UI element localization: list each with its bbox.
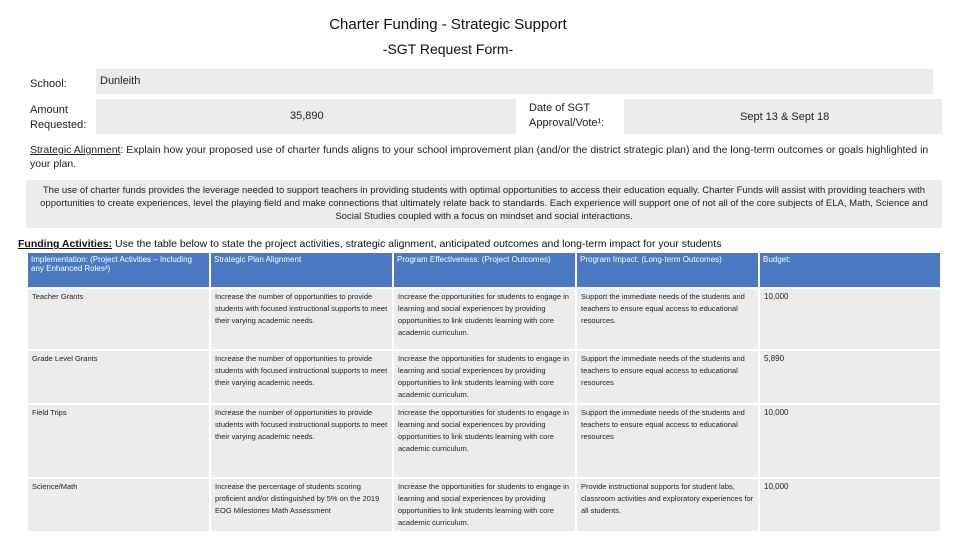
alignment-cell[interactable]: Increase the number of opportunities to provide students with focused instructional supports to meet their varying academic needs. — [211, 289, 392, 349]
budget-cell[interactable]: 5,890 — [760, 351, 940, 403]
column-header: Budget: — [760, 253, 940, 287]
impact-cell[interactable]: Provide instructional supports for student labs, classroom activities and exploratory experiences for all students. — [577, 479, 758, 531]
school-label: School: — [30, 78, 67, 90]
alignment-cell[interactable]: Increase the percentage of students scoring proficient and/or distinguished by 5% on the 2019 EOG Milestones Math Assessment — [211, 479, 392, 531]
impact-cell[interactable]: Support the immediate needs of the students and teachers to ensure equal access to educational resources — [577, 405, 758, 477]
table-row — [28, 351, 940, 403]
activity-cell[interactable]: Field Trips — [28, 405, 209, 477]
school-field[interactable] — [96, 69, 933, 94]
page-subtitle: -SGT Request Form- — [382, 41, 514, 57]
column-header: Implementation: (Project Activities – Including any Enhanced Roles²) — [28, 253, 209, 287]
effectiveness-cell[interactable]: Increase the opportunities for students to engage in learning and social experiences by providing opportunities to link students learning with core academic curriculum. — [394, 479, 575, 531]
budget-cell[interactable]: 10,000 — [760, 289, 940, 349]
column-header: Program Impact: (Long-term Outcomes) — [577, 253, 758, 287]
impact-cell[interactable]: Support the immediate needs of the students and teachers to ensure equal access to educational resources — [577, 351, 758, 403]
amount-field[interactable] — [96, 99, 516, 134]
effectiveness-cell[interactable]: Increase the opportunities for students to engage in learning and social experiences by providing opportunities to link students learning with core academic curriculum. — [394, 351, 575, 403]
budget-cell[interactable]: 10,000 — [760, 405, 940, 477]
approval-label — [529, 101, 604, 131]
approval-label-line2: Approval/Vote¹: — [529, 117, 605, 129]
strategic-alignment-heading: Strategic Alignment — [30, 144, 121, 156]
strategic-alignment-prompt — [30, 143, 940, 171]
alignment-cell[interactable]: Increase the number of opportunities to provide students with focused instructional supports to meet their varying academic needs. — [211, 405, 392, 477]
column-header: Strategic Plan Alignment — [211, 253, 392, 287]
amount-value: 35,890 — [290, 110, 324, 122]
approval-label-line1: Date of SGT — [529, 102, 591, 114]
funding-activities-prompt — [18, 238, 721, 250]
funding-table — [26, 251, 942, 533]
amount-label-line2: Requested: — [30, 119, 87, 131]
strategic-alignment-response[interactable]: The use of charter funds provides the leverage needed to support teachers in providing students with optimal opportunities to access their education equally. Charter Funds will assist with providing teachers with opportunities to create experiences, level the playing field and make connections that ultimately relate back to standards. Each experience will support one of not all of the core subjects of ELA, Math, Science and Social Studies coupled with a focus on mindset and social interactions. — [26, 180, 942, 228]
table-row — [28, 289, 940, 349]
effectiveness-cell[interactable]: Increase the opportunities for students to engage in learning and social experiences by providing opportunities to link students learning with core academic curriculum. — [394, 289, 575, 349]
activity-cell[interactable]: Science/Math — [28, 479, 209, 531]
activity-cell[interactable]: Teacher Grants — [28, 289, 209, 349]
page-title: Charter Funding - Strategic Support — [329, 16, 567, 33]
approval-field[interactable] — [624, 99, 942, 134]
column-header: Program Effectiveness: (Project Outcomes) — [394, 253, 575, 287]
school-value: Dunleith — [100, 75, 141, 87]
budget-cell[interactable]: 10,000 — [760, 479, 940, 531]
approval-value: Sept 13 & Sept 18 — [740, 111, 830, 123]
table-row — [28, 405, 940, 477]
alignment-cell[interactable]: Increase the number of opportunities to provide students with focused instructional supports to meet their varying academic needs. — [211, 351, 392, 403]
funding-activities-heading: Funding Activities: — [18, 238, 113, 250]
amount-label-line1: Amount — [30, 104, 68, 116]
table-header-row — [28, 253, 940, 287]
funding-activities-text: Use the table below to state the project activities, strategic alignment, anticipated outcomes and long-term impact for your students — [112, 238, 722, 250]
table-row — [28, 479, 940, 531]
strategic-alignment-text: : Explain how your proposed use of charter funds aligns to your school improvement plan (and/or the district strategic plan) and the long-term outcomes or goals highlighted in your plan. — [30, 144, 929, 170]
activity-cell[interactable]: Grade Level Grants — [28, 351, 209, 403]
effectiveness-cell[interactable]: Increase the opportunities for students to engage in learning and social experiences by providing opportunities to link students learning with core academic curriculum. — [394, 405, 575, 477]
amount-label — [30, 103, 86, 133]
impact-cell[interactable]: Support the immediate needs of the students and teachers to ensure equal access to educational resources. — [577, 289, 758, 349]
